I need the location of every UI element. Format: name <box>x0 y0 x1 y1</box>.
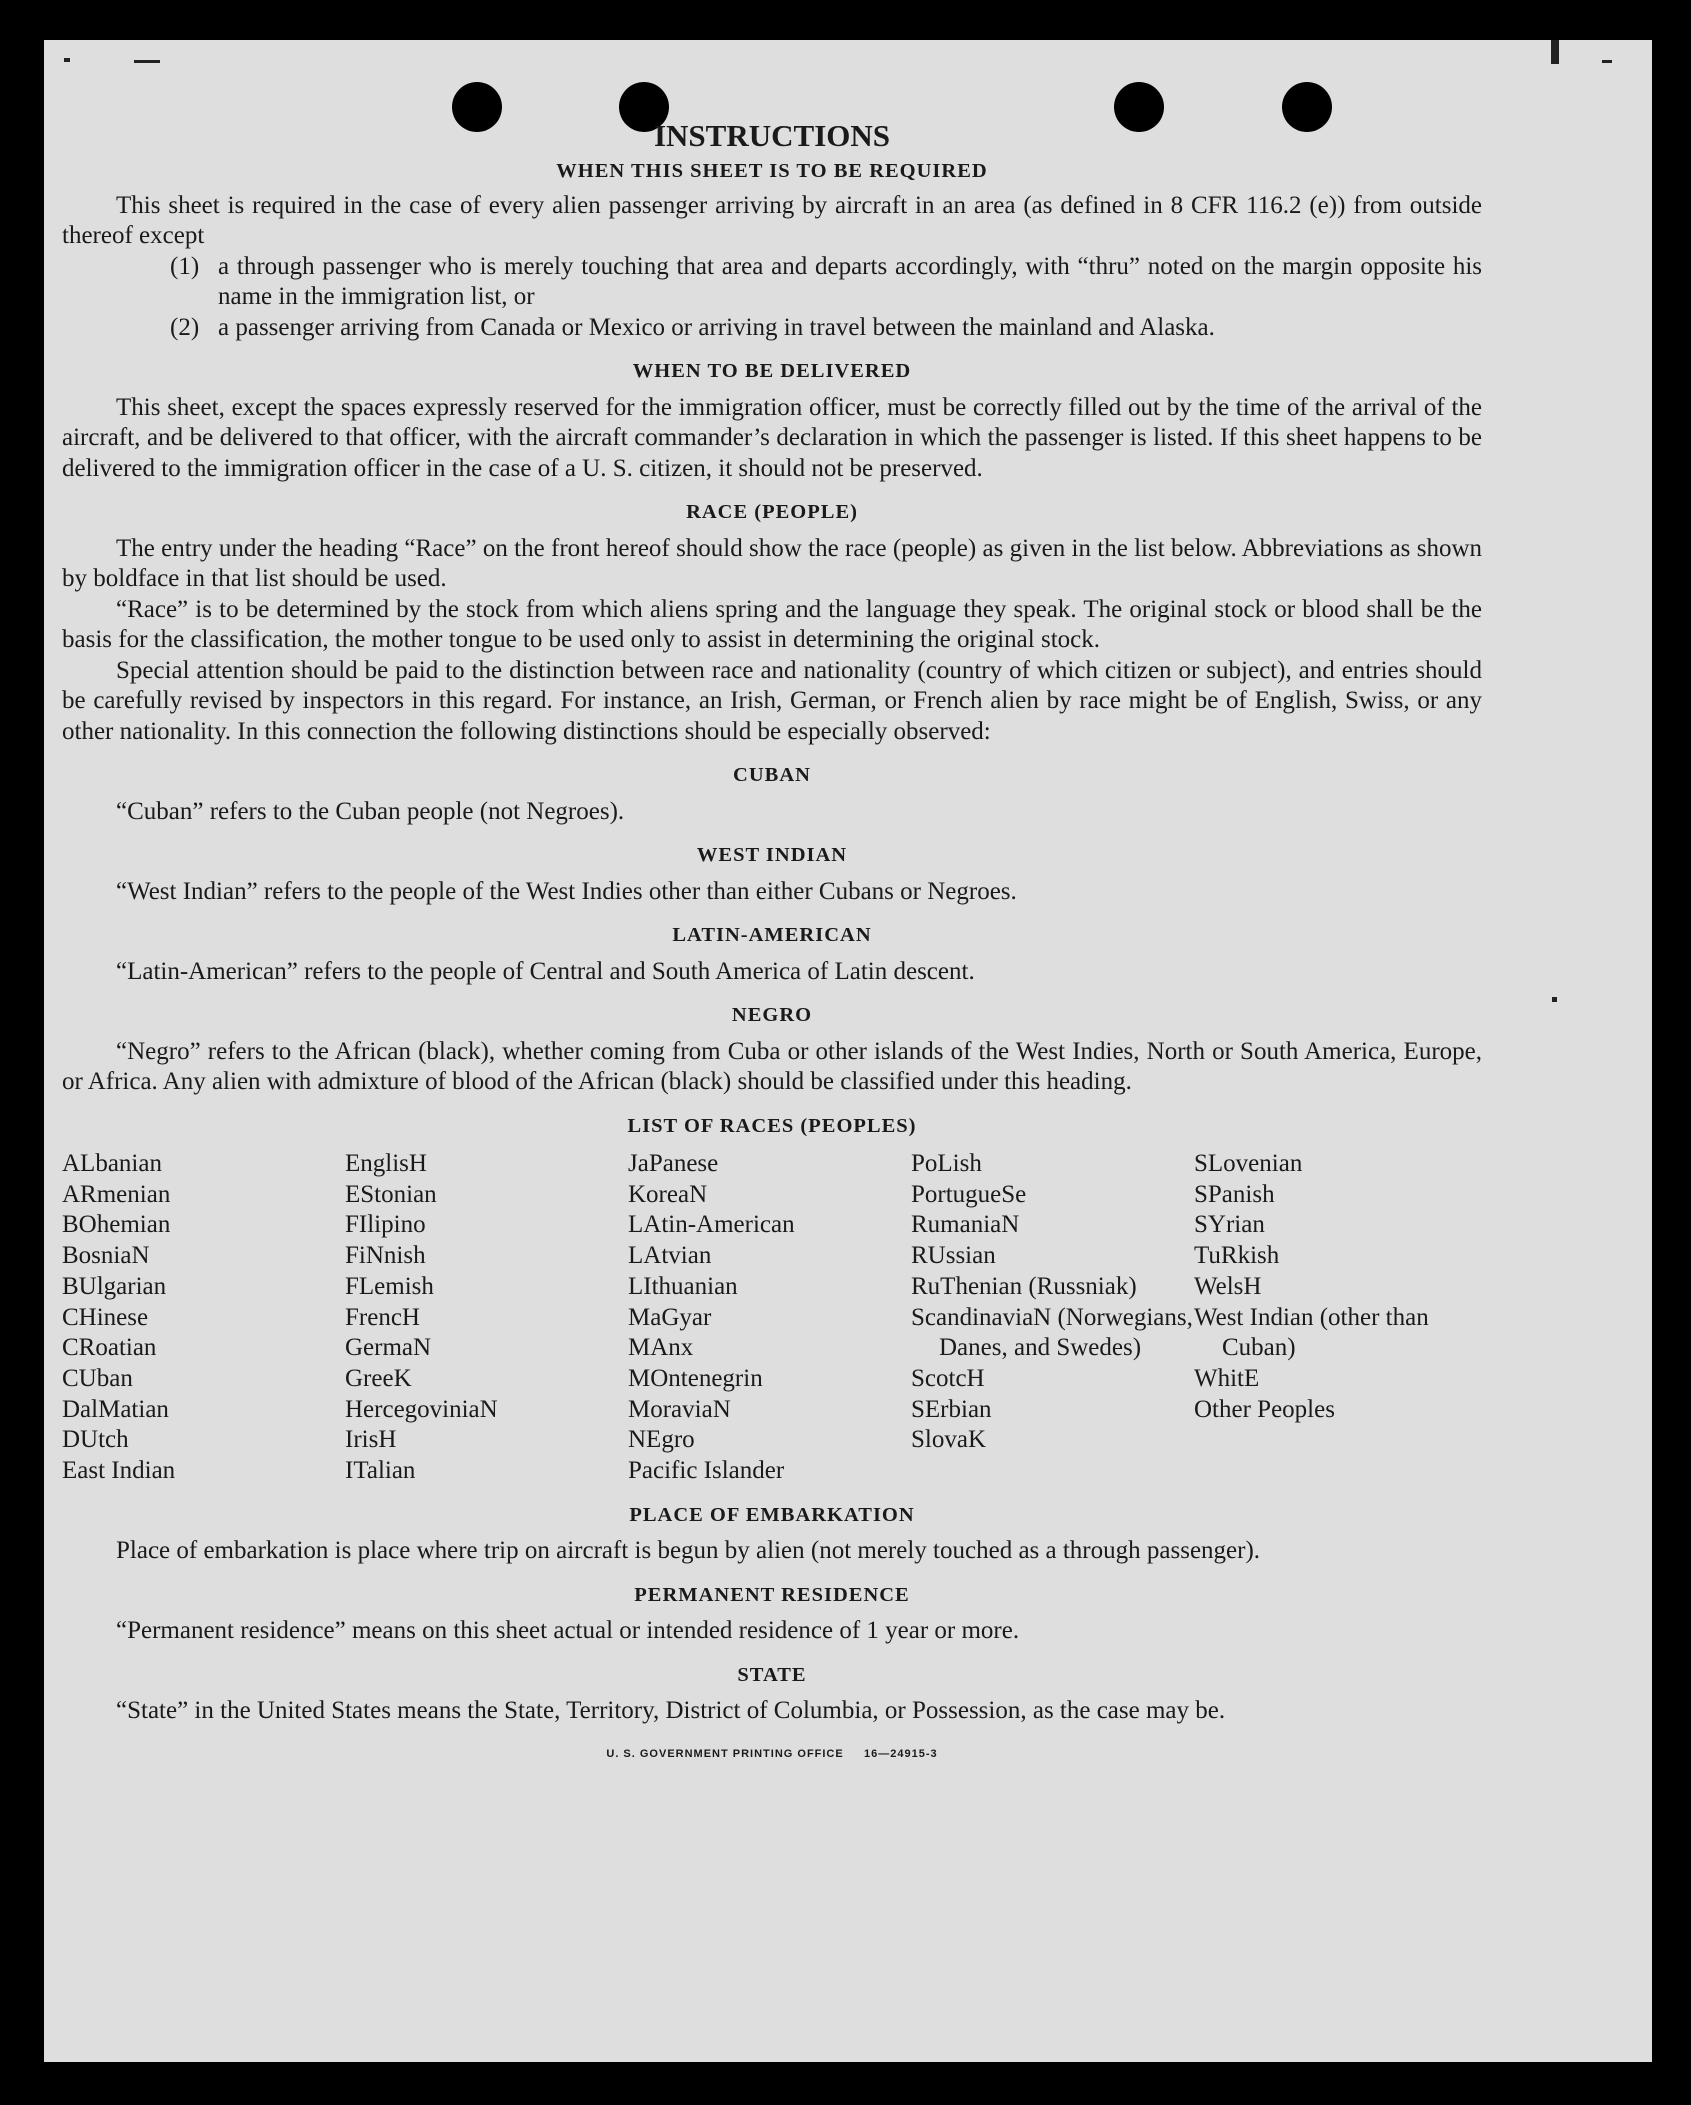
race-entry: GreeK <box>345 1364 412 1392</box>
embarkation-text: Place of embarkation is place where trip on aircraft is begun by alien (not merely touched as a through passenger). <box>116 1537 1261 1565</box>
race-entry: HercegoviniaN <box>345 1395 498 1423</box>
latin-american-text: “Latin-American” refers to the people of Central and South America of Latin descent. <box>116 957 975 985</box>
race-entry: FIlipino <box>345 1211 426 1239</box>
race-entry: CUban <box>62 1364 133 1392</box>
printer-imprint: U. S. GOVERNMENT PRINTING OFFICE 16—24915-3 <box>606 1747 938 1760</box>
race-entry: West Indian (other than Cuban) <box>1194 1303 1429 1362</box>
race-entry: ARmenian <box>62 1180 171 1208</box>
race-entry: JaPanese <box>628 1150 719 1177</box>
section-heading-negro: NEGRO <box>731 1004 813 1026</box>
negro-text: “Negro” refers to the African (black), whether coming from Cuba or other islands of the West Indies, North or South America, Europe, or Africa. Any alien with admixture of blood of the African (black) should be classified under this heading. <box>62 1037 1482 1095</box>
required-intro: This sheet is required in the case of every alien passenger arriving by aircraft in an area (as defined in 8 CFR 116.2 (e)) from outside thereof except <box>62 191 1482 249</box>
section-heading-list: LIST OF RACES (PEOPLES) <box>627 1114 917 1137</box>
delivered-text: This sheet, except the spaces expressly reserved for the immigration officer, must be correctly filled out by the time of the arrival of the aircraft, and be delivered to that officer, with the aircraft commander’s declaration in which the passenger is listed. If this sheet happens to be delivered to the immigration officer in the case of a U. S. citizen, it should not be preserved. <box>62 393 1482 482</box>
race-entry: WhitE <box>1194 1364 1260 1392</box>
race-entry: BOhemian <box>62 1211 171 1239</box>
section-heading-embarkation: PLACE OF EMBARKATION <box>629 1503 915 1526</box>
race-entry: BUlgarian <box>62 1272 167 1300</box>
race-column <box>345 1149 628 1487</box>
section-heading-west-indian: WEST INDIAN <box>696 844 848 866</box>
section-heading-required: WHEN THIS SHEET IS TO BE REQUIRED <box>556 160 988 182</box>
section-heading-state: STATE <box>737 1663 807 1686</box>
race-entry: PoLish <box>911 1150 982 1177</box>
page-title: INSTRUCTIONS <box>653 118 890 153</box>
race-entry: FiNnish <box>345 1242 426 1270</box>
exception-item-2 <box>62 313 1482 344</box>
section-heading-latin-american: LATIN-AMERICAN <box>672 924 872 946</box>
exception-item-1 <box>62 252 1482 313</box>
section-heading-residence: PERMANENT RESIDENCE <box>634 1583 910 1606</box>
race-entry: MaGyar <box>628 1303 712 1331</box>
race-entry: ITalian <box>345 1457 416 1485</box>
race-entry: SYrian <box>1194 1211 1265 1239</box>
race-entry: WelsH <box>1194 1272 1262 1300</box>
race-entry: LIthuanian <box>628 1272 738 1300</box>
west-indian-text: “West Indian” refers to the people of the West Indies other than either Cubans or Negroes. <box>116 877 1017 905</box>
race-entry: ScotcH <box>911 1364 985 1392</box>
section-heading-delivered: WHEN TO BE DELIVERED <box>632 360 912 382</box>
race-paragraph-2: “Race” is to be determined by the stock from which aliens spring and the language they speak. The original stock or blood shall be the basis for the classification, the mother tongue to be used only to assist in determining the original stock. <box>62 595 1482 653</box>
race-entry: SErbian <box>911 1395 992 1423</box>
race-entry: LAtin-American <box>628 1211 795 1239</box>
race-entry: RuThenian (Russniak) <box>911 1272 1137 1300</box>
race-entry: SLovenian <box>1194 1150 1303 1177</box>
race-entry: Other Peoples <box>1194 1395 1335 1423</box>
race-entry: PortugueSe <box>911 1180 1027 1208</box>
race-entry: DUtch <box>62 1426 129 1454</box>
race-entry: TuRkish <box>1194 1242 1280 1270</box>
race-entry: DalMatian <box>62 1395 169 1423</box>
race-entry: IrisH <box>345 1426 397 1454</box>
cuban-text: “Cuban” refers to the Cuban people (not Negroes). <box>116 797 625 825</box>
exception-text: a through passenger who is merely touching that area and departs accordingly, with “thru” noted on the margin opposite his name in the immigration list, or <box>218 252 1482 310</box>
section-heading-cuban: CUBAN <box>733 764 811 786</box>
race-entry: GermaN <box>345 1334 432 1362</box>
race-paragraph-1: The entry under the heading “Race” on the front hereof should show the race (people) as given in the list below. Abbreviations as shown by boldface in that list should be used. <box>62 534 1482 592</box>
race-entry: NEgro <box>628 1426 695 1454</box>
residence-text: “Permanent residence” means on this sheet actual or intended residence of 1 year or more. <box>116 1617 1020 1645</box>
scan-speck <box>1552 997 1557 1002</box>
race-entry: BosniaN <box>62 1242 150 1270</box>
race-entry: RUssian <box>911 1242 996 1270</box>
race-list <box>62 1149 1482 1487</box>
race-entry: FrencH <box>345 1303 420 1331</box>
instructions-body <box>62 118 1482 1769</box>
section-heading-race: RACE (PEOPLE) <box>686 501 858 523</box>
document-sheet <box>44 40 1652 2062</box>
exception-text: a passenger arriving from Canada or Mexico or arriving in travel between the mainland and Alaska. <box>218 313 1215 341</box>
race-entry: ScandinaviaN (Norwegians, Danes, and Swedes) <box>911 1303 1193 1362</box>
race-entry: LAtvian <box>628 1242 712 1270</box>
race-entry: East Indian <box>62 1457 176 1485</box>
scan-speck <box>1551 40 1559 64</box>
race-entry: CRoatian <box>62 1334 157 1362</box>
race-entry: MOntenegrin <box>628 1364 763 1392</box>
state-text: “State” in the United States means the State, Territory, District of Columbia, or Possession, as the case may be. <box>116 1697 1226 1725</box>
race-entry: RumaniaN <box>911 1211 1020 1239</box>
race-column <box>628 1149 911 1487</box>
scan-speck <box>64 58 70 62</box>
race-entry: EStonian <box>345 1180 437 1208</box>
race-entry: MAnx <box>628 1334 694 1362</box>
race-entry: FLemish <box>345 1272 434 1300</box>
race-paragraph-3: Special attention should be paid to the distinction between race and nationality (country of which citizen or subject), and entries should be carefully revised by inspectors in this regard. For instance, an Irish, German, or French alien by race might be of English, Swiss, or any other nationality. In this connection the following distinctions should be especially observed: <box>62 656 1482 745</box>
exception-number: (1) <box>170 252 200 280</box>
race-entry: CHinese <box>62 1303 149 1331</box>
race-entry: ALbanian <box>62 1150 162 1177</box>
scan-speck <box>134 60 160 63</box>
race-entry: Pacific Islander <box>628 1457 785 1485</box>
race-entry: EnglisH <box>345 1150 427 1177</box>
race-column <box>911 1149 1194 1487</box>
scan-speck <box>1602 60 1612 63</box>
race-entry: SlovaK <box>911 1426 986 1454</box>
race-entry: KoreaN <box>628 1180 708 1208</box>
race-entry: SPanish <box>1194 1180 1275 1208</box>
race-entry: MoraviaN <box>628 1395 731 1423</box>
exception-number: (2) <box>170 313 200 341</box>
race-column <box>62 1149 345 1487</box>
race-column <box>1194 1149 1477 1487</box>
